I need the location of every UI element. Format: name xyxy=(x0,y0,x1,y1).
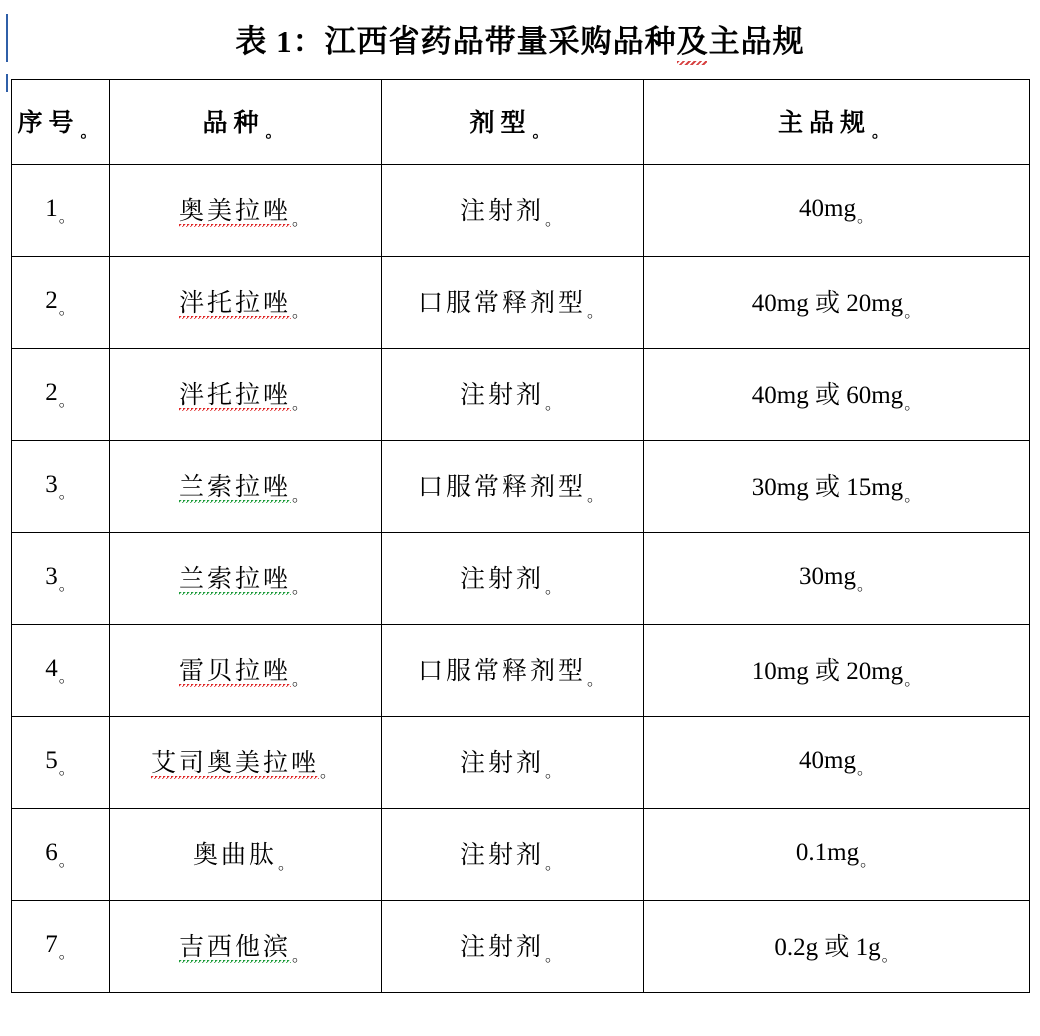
cell-name xyxy=(109,165,381,257)
table-row xyxy=(11,625,1029,717)
cell-no xyxy=(11,809,109,901)
cell-spec xyxy=(643,349,1029,441)
cell-form xyxy=(381,901,643,993)
page-title-text: 表 1：江西省药品带量采购品种及主品规 xyxy=(235,24,805,59)
cell-form-text: 注射剂 xyxy=(459,750,544,777)
cell-no xyxy=(11,349,109,441)
cell-name-text: 奥曲肽 xyxy=(192,842,277,869)
cell-no xyxy=(11,441,109,533)
trailing-mark: 。 xyxy=(292,672,312,689)
spellcheck-underline-icon xyxy=(677,61,707,65)
cell-form-text: 口服常释剂型 xyxy=(417,290,586,317)
trailing-mark: 。 xyxy=(320,764,340,781)
table-body xyxy=(11,165,1029,993)
trailing-mark: 。 xyxy=(587,488,607,505)
cell-spec xyxy=(643,901,1029,993)
trailing-mark: 。 xyxy=(292,580,312,597)
column-header-name: 品种$_。$ xyxy=(109,80,381,165)
trailing-mark: 。 xyxy=(58,944,75,962)
cell-name xyxy=(109,533,381,625)
trailing-mark: 。 xyxy=(278,856,298,873)
cell-form-text: 注射剂 xyxy=(459,934,544,961)
trailing-mark: 。 xyxy=(58,484,75,502)
cell-form-text: 注射剂 xyxy=(459,566,544,593)
trailing-mark: 。 xyxy=(904,488,921,505)
trailing-mark: 。 xyxy=(292,212,312,229)
cell-no xyxy=(11,901,109,993)
trailing-mark: 。 xyxy=(80,123,103,141)
cell-no-text: 1 xyxy=(45,194,58,222)
trailing-mark: 。 xyxy=(587,304,607,321)
cell-no-text: 3 xyxy=(45,470,58,498)
trailing-mark: 。 xyxy=(856,576,873,594)
trailing-mark: 。 xyxy=(856,760,873,778)
cell-no xyxy=(11,533,109,625)
cell-no xyxy=(11,257,109,349)
table-row xyxy=(11,441,1029,533)
cell-spec-text: 10mg 或 20mg xyxy=(751,658,904,685)
cell-no-text: 4 xyxy=(45,654,58,682)
trailing-mark: 。 xyxy=(545,212,565,229)
cell-form xyxy=(381,165,643,257)
cell-spec-text: 40mg 或 60mg xyxy=(751,382,904,409)
table-row xyxy=(11,349,1029,441)
cell-name xyxy=(109,625,381,717)
trailing-mark: 。 xyxy=(292,304,312,321)
cell-no-text: 3 xyxy=(45,562,58,590)
table-head xyxy=(11,80,1029,165)
column-header-spec: 主品规$_。$ xyxy=(643,80,1029,165)
cell-spec-text: 40mg xyxy=(799,194,856,222)
cell-form xyxy=(381,717,643,809)
cell-spec xyxy=(643,441,1029,533)
cell-spec xyxy=(643,257,1029,349)
column-header-no: 序号$_。$ xyxy=(11,80,109,165)
cell-spec-text: 30mg 或 15mg xyxy=(751,474,904,501)
cell-spec-text: 40mg xyxy=(799,746,856,774)
trailing-mark: 。 xyxy=(545,948,565,965)
cell-spec-text: 40mg 或 20mg xyxy=(751,290,904,317)
trailing-mark: 。 xyxy=(545,764,565,781)
cell-form-text: 注射剂 xyxy=(459,382,544,409)
trailing-mark: 。 xyxy=(904,304,921,321)
cell-form xyxy=(381,441,643,533)
cell-spec xyxy=(643,533,1029,625)
trailing-mark: 。 xyxy=(58,392,75,410)
trailing-mark: 。 xyxy=(292,488,312,505)
trailing-mark: 。 xyxy=(265,123,288,141)
cell-spec-text: 0.2g 或 1g xyxy=(774,934,881,961)
cell-name xyxy=(109,441,381,533)
trailing-mark: 。 xyxy=(58,576,75,594)
cell-name-text: 奥美拉唑 xyxy=(179,198,291,230)
trailing-mark: 。 xyxy=(58,668,75,686)
trailing-mark: 。 xyxy=(532,123,555,141)
cell-no-text: 2 xyxy=(45,286,58,314)
cell-form xyxy=(381,533,643,625)
cell-name-text: 泮托拉唑 xyxy=(179,382,291,414)
table-row xyxy=(11,809,1029,901)
cell-form-text: 口服常释剂型 xyxy=(417,658,586,685)
trailing-mark: 。 xyxy=(587,672,607,689)
cell-no-text: 6 xyxy=(45,838,58,866)
cell-name xyxy=(109,349,381,441)
cell-spec xyxy=(643,717,1029,809)
cell-name-text: 吉西他滨 xyxy=(179,934,291,966)
cell-spec-text: 30mg xyxy=(799,562,856,590)
trailing-mark: 。 xyxy=(881,948,898,965)
drug-spec-table xyxy=(11,79,1030,993)
trailing-mark: 。 xyxy=(904,672,921,689)
cell-form-text: 口服常释剂型 xyxy=(417,474,586,501)
cell-spec xyxy=(643,165,1029,257)
table-row xyxy=(11,901,1029,993)
trailing-mark: 。 xyxy=(292,396,312,413)
trailing-mark: 。 xyxy=(904,396,921,413)
trailing-mark: 。 xyxy=(545,396,565,413)
page-title xyxy=(0,0,1040,79)
cell-name-text: 兰索拉唑 xyxy=(179,474,291,506)
cell-form xyxy=(381,349,643,441)
table-row xyxy=(11,165,1029,257)
cell-name xyxy=(109,809,381,901)
trailing-mark: 。 xyxy=(860,852,877,870)
trailing-mark: 。 xyxy=(856,208,873,226)
cell-no-text: 5 xyxy=(45,746,58,774)
cell-name-text: 雷贝拉唑 xyxy=(179,658,291,690)
trailing-mark: 。 xyxy=(58,760,75,778)
trailing-mark: 。 xyxy=(58,208,75,226)
cell-spec xyxy=(643,625,1029,717)
cell-form xyxy=(381,257,643,349)
cell-no xyxy=(11,165,109,257)
table-row xyxy=(11,533,1029,625)
trailing-mark: 。 xyxy=(545,580,565,597)
cell-form-text: 注射剂 xyxy=(459,842,544,869)
table-row xyxy=(11,257,1029,349)
trailing-mark: 。 xyxy=(545,856,565,873)
cell-name-text: 泮托拉唑 xyxy=(179,290,291,322)
cell-no xyxy=(11,717,109,809)
trailing-mark: 。 xyxy=(872,123,895,141)
column-header-form: 剂型$_。$ xyxy=(381,80,643,165)
cell-spec xyxy=(643,809,1029,901)
cell-name xyxy=(109,257,381,349)
trailing-mark: 。 xyxy=(58,852,75,870)
cell-no-text: 2 xyxy=(45,378,58,406)
table-header-row xyxy=(11,80,1029,165)
cell-no-text: 7 xyxy=(45,930,58,958)
cell-form-text: 注射剂 xyxy=(459,198,544,225)
cell-name-text: 艾司奥美拉唑 xyxy=(151,750,319,782)
trailing-mark: 。 xyxy=(58,300,75,318)
table-row xyxy=(11,717,1029,809)
cell-form xyxy=(381,809,643,901)
trailing-mark: 。 xyxy=(292,948,312,965)
cell-name xyxy=(109,717,381,809)
cell-spec-text: 0.1mg xyxy=(795,838,860,866)
cell-no xyxy=(11,625,109,717)
cell-name-text: 兰索拉唑 xyxy=(179,566,291,598)
cell-form xyxy=(381,625,643,717)
cell-name xyxy=(109,901,381,993)
